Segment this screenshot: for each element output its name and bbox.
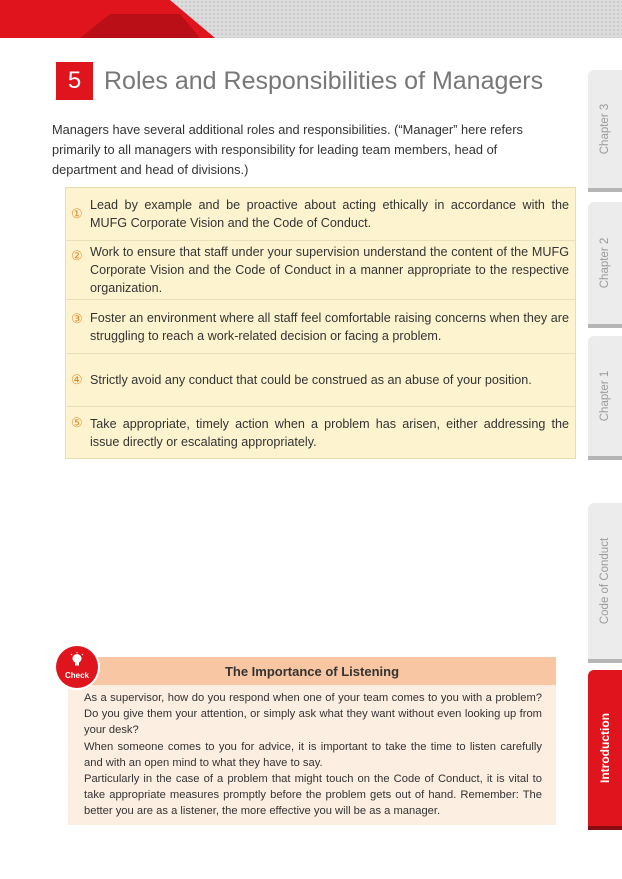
check-badge-label: Check <box>64 671 89 680</box>
responsibilities-box <box>65 187 576 459</box>
check-body <box>84 690 542 820</box>
tab-chapter-1[interactable] <box>588 336 622 460</box>
lightbulb-icon <box>69 652 85 668</box>
check-badge <box>56 646 98 688</box>
section-number-badge: 5 <box>56 62 93 100</box>
responsibility-text: Foster an environment where all staff feel comfortable raising concerns when they are struggling to reach a work-related decision or facing a problem. <box>90 310 569 343</box>
tab-label: Chapter 1 <box>599 370 611 422</box>
item-number-marker: ④ <box>71 372 83 387</box>
responsibility-text: Take appropriate, timely action when a problem has arisen, either addressing the issue directly or escalating appropriately. <box>90 416 569 449</box>
page-title: Roles and Responsibilities of Managers <box>104 67 544 95</box>
tab-chapter-2[interactable] <box>588 202 622 328</box>
check-paragraph: When someone comes to you for advice, it is important to take the time to listen carefully and with an open mind to what they have to say. <box>84 740 542 769</box>
intro-paragraph: Managers have several additional roles and responsibilities. (“Manager” here refers primarily to all managers with responsibility for leading team members, head of department and head of divisions.) <box>52 122 523 177</box>
responsibility-item <box>66 300 575 354</box>
responsibility-item <box>66 407 575 458</box>
tab-introduction[interactable] <box>588 670 622 830</box>
item-number-marker: ③ <box>71 311 83 326</box>
responsibility-item <box>66 354 575 407</box>
item-number-marker: ② <box>71 248 83 263</box>
tab-label: Introduction <box>598 713 612 783</box>
tab-label: Chapter 2 <box>599 237 611 289</box>
responsibility-item <box>66 241 575 300</box>
responsibility-text: Work to ensure that staff under your supervision understand the content of the MUFG Corporate Vision and the Code of Conduct in a manner appropriate to the respective organization. <box>90 245 569 295</box>
tab-label: Code of Conduct <box>599 537 611 625</box>
tab-chapter-3[interactable] <box>588 70 622 192</box>
responsibility-item <box>66 188 575 241</box>
responsibility-text: Lead by example and be proactive about acting ethically in accordance with the MUFG Corporate Vision and the Code of Conduct. <box>90 198 569 230</box>
responsibility-text: Strictly avoid any conduct that could be construed as an abuse of your position. <box>90 373 532 387</box>
item-number-marker: ① <box>71 206 83 221</box>
check-title: The Importance of Listening <box>68 657 556 685</box>
tab-label: Chapter 3 <box>599 103 611 155</box>
tab-code-of-conduct[interactable] <box>588 503 622 663</box>
check-paragraph: Particularly in the case of a problem that might touch on the Code of Conduct, it is vital to take appropriate measures promptly before the problem gets out of hand. Remember: The better you are as a listener, the more effective you will be as a manager. <box>84 773 542 818</box>
check-callout <box>68 657 556 825</box>
item-number-marker: ⑤ <box>71 415 83 430</box>
check-paragraph: As a supervisor, how do you respond when one of your team comes to you with a problem? Do you give them your attention, or simply ask what they want without even looking up from your desk? <box>84 692 542 737</box>
